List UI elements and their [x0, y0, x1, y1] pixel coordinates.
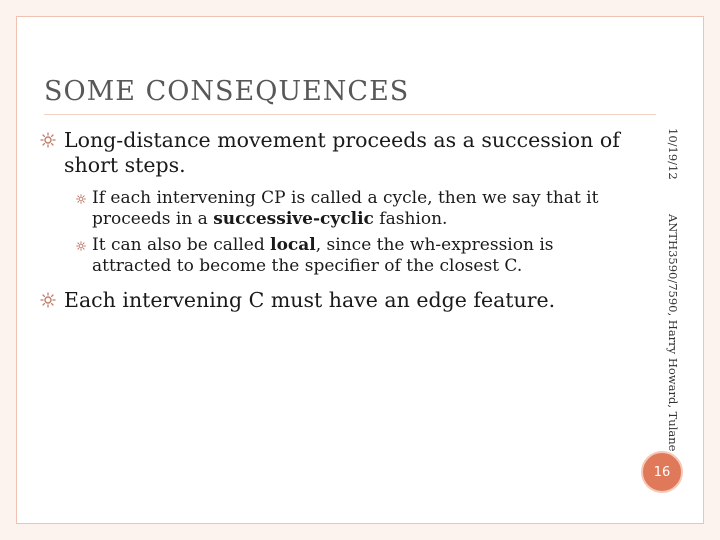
title-divider: [44, 114, 656, 115]
slide-content: [40, 128, 625, 313]
slide-title: SOME CONSEQUENCES: [44, 76, 410, 107]
slide-author: ANTH3590/7590, Harry Howard, Tulane: [666, 214, 680, 452]
slide-sidebar: [666, 128, 684, 452]
sub-bullet-1-pre: If each intervening CP is called a cycle, then we say that it proceeds in a: [92, 188, 599, 229]
sub-bullet-1-post: fashion.: [373, 209, 448, 229]
bullet-2-text: Each intervening C must have an edge feature.: [64, 288, 556, 312]
sub-bullet-2-pre: It can also be called: [92, 235, 271, 255]
sun-bullet-icon: [40, 132, 56, 148]
page-number-badge: [641, 451, 683, 493]
sub-bullet-1-bold: successive-cyclic: [213, 209, 374, 229]
sun-bullet-icon: [76, 194, 86, 204]
page-number: 16: [653, 464, 671, 480]
bullet-1: [40, 128, 625, 178]
sub-bullet-1: [74, 188, 625, 230]
sub-bullet-2-post: , since the wh-expression is attracted to become the specifier of the closest C.: [92, 235, 554, 276]
slide-date: 10/19/12: [666, 128, 680, 180]
sun-bullet-icon: [76, 241, 86, 251]
sub-bullet-2-bold: local: [270, 235, 316, 255]
bullet-1-text: Long-distance movement proceeds as a succession of short steps.: [64, 128, 620, 177]
bullet-2: [40, 288, 625, 313]
sub-bullet-2: [74, 235, 625, 277]
sun-bullet-icon: [40, 292, 56, 308]
